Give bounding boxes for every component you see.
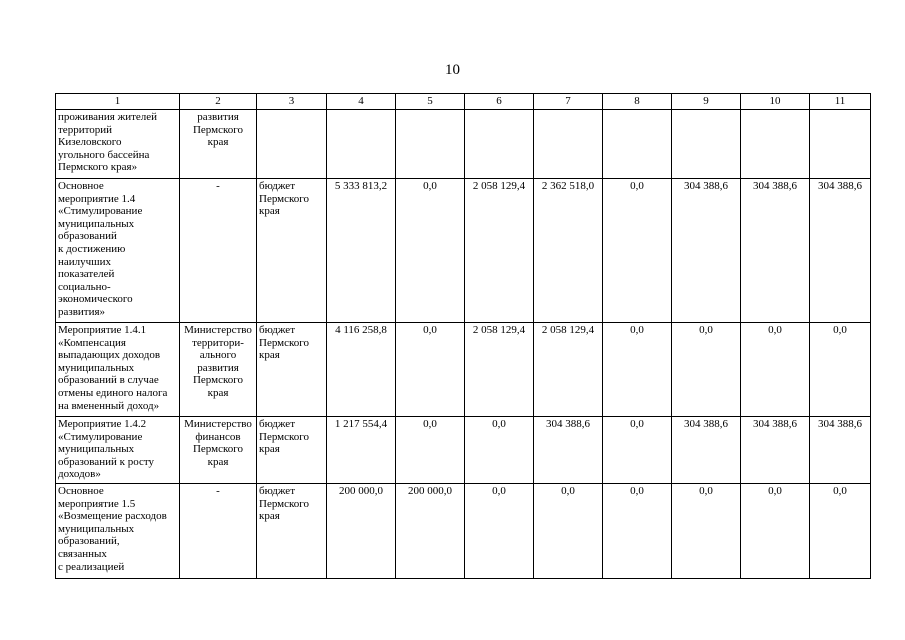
activity-name-cell: Основное мероприятие 1.4 «Стимулирование муниципальных образований к достижению наилучших показателей социально- экономического развития»	[56, 179, 180, 323]
responsible-cell: -	[180, 179, 257, 323]
value-cell: 2 058 129,4	[465, 323, 534, 417]
value-cell: 304 388,6	[534, 417, 603, 484]
value-cell: 304 388,6	[810, 179, 871, 323]
activity-name-cell: Мероприятие 1.4.2 «Стимулирование муниципальных образований к росту доходов»	[56, 417, 180, 484]
funding-source-cell: бюджет Пермского края	[257, 484, 327, 579]
column-header: 7	[534, 94, 603, 110]
column-header: 5	[396, 94, 465, 110]
value-cell: 0,0	[603, 484, 672, 579]
activity-name-cell: проживания жителей территорий Кизеловского угольного бассейна Пермского края»	[56, 110, 180, 179]
activity-name-cell: Основное мероприятие 1.5 «Возмещение расходов муниципальных образований, связанных с реализацией	[56, 484, 180, 579]
value-cell	[672, 110, 741, 179]
funding-source-cell: бюджет Пермского края	[257, 417, 327, 484]
value-cell: 200 000,0	[396, 484, 465, 579]
funding-source-cell	[257, 110, 327, 179]
column-header: 8	[603, 94, 672, 110]
value-cell: 2 058 129,4	[534, 323, 603, 417]
value-cell	[327, 110, 396, 179]
value-cell: 304 388,6	[741, 417, 810, 484]
value-cell: 4 116 258,8	[327, 323, 396, 417]
table-row	[56, 179, 871, 323]
value-cell: 0,0	[465, 417, 534, 484]
column-header: 1	[56, 94, 180, 110]
table-row	[56, 323, 871, 417]
value-cell	[396, 110, 465, 179]
column-header: 2	[180, 94, 257, 110]
value-cell	[603, 110, 672, 179]
value-cell: 0,0	[396, 323, 465, 417]
value-cell: 0,0	[810, 484, 871, 579]
column-header: 10	[741, 94, 810, 110]
value-cell: 2 058 129,4	[465, 179, 534, 323]
value-cell: 2 362 518,0	[534, 179, 603, 323]
value-cell: 304 388,6	[741, 179, 810, 323]
value-cell	[741, 110, 810, 179]
value-cell: 0,0	[810, 323, 871, 417]
value-cell	[465, 110, 534, 179]
value-cell: 0,0	[603, 179, 672, 323]
value-cell: 304 388,6	[810, 417, 871, 484]
value-cell: 0,0	[741, 484, 810, 579]
value-cell	[534, 110, 603, 179]
responsible-cell: Министерство финансов Пермского края	[180, 417, 257, 484]
table-row	[56, 417, 871, 484]
funding-source-cell: бюджет Пермского края	[257, 179, 327, 323]
value-cell: 0,0	[672, 323, 741, 417]
value-cell: 1 217 554,4	[327, 417, 396, 484]
column-header: 9	[672, 94, 741, 110]
column-header: 6	[465, 94, 534, 110]
value-cell: 0,0	[672, 484, 741, 579]
funding-source-cell: бюджет Пермского края	[257, 323, 327, 417]
value-cell: 0,0	[396, 179, 465, 323]
table-row	[56, 110, 871, 179]
page-number: 10	[445, 62, 460, 78]
responsible-cell: развития Пермского края	[180, 110, 257, 179]
value-cell: 304 388,6	[672, 417, 741, 484]
responsible-cell: Министерство территори- ального развития Пермского края	[180, 323, 257, 417]
value-cell: 0,0	[534, 484, 603, 579]
value-cell: 0,0	[465, 484, 534, 579]
table-row	[56, 484, 871, 579]
value-cell: 304 388,6	[672, 179, 741, 323]
value-cell: 0,0	[396, 417, 465, 484]
program-table	[55, 93, 871, 579]
column-header: 4	[327, 94, 396, 110]
column-number-header	[56, 94, 871, 110]
value-cell: 0,0	[603, 323, 672, 417]
value-cell: 200 000,0	[327, 484, 396, 579]
value-cell: 0,0	[603, 417, 672, 484]
responsible-cell: -	[180, 484, 257, 579]
value-cell: 0,0	[741, 323, 810, 417]
value-cell: 5 333 813,2	[327, 179, 396, 323]
value-cell	[810, 110, 871, 179]
column-header: 11	[810, 94, 871, 110]
column-header: 3	[257, 94, 327, 110]
activity-name-cell: Мероприятие 1.4.1 «Компенсация выпадающих доходов муниципальных образований в случае отмены единого налога на вмененный доход»	[56, 323, 180, 417]
